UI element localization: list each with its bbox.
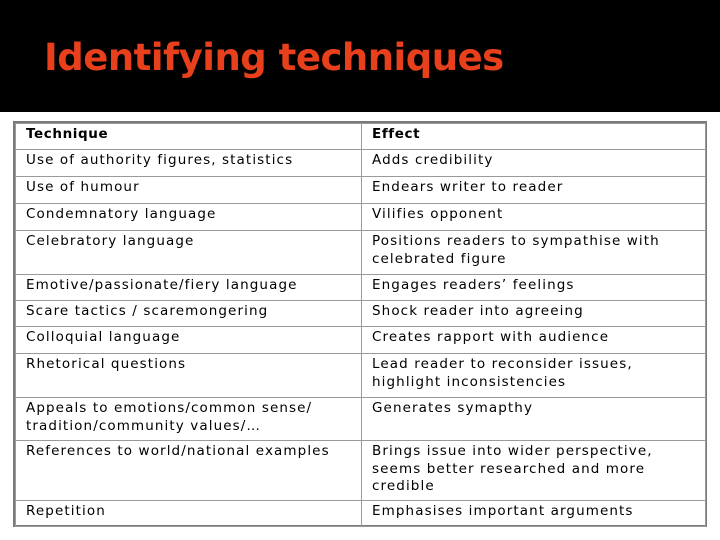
technique-cell: Appeals to emotions/common sense/ tradition/community values/…	[16, 398, 362, 441]
page-title: Identifying techniques	[44, 36, 504, 79]
table-row	[16, 327, 706, 354]
technique-cell: Condemnatory language	[16, 204, 362, 231]
technique-cell: Colloquial language	[16, 327, 362, 354]
title-bar	[0, 0, 720, 112]
table-row	[16, 177, 706, 204]
effect-cell: Vilifies opponent	[362, 204, 706, 231]
table-row	[16, 301, 706, 327]
table-row	[16, 150, 706, 177]
column-header-effect: Effect	[362, 124, 706, 150]
technique-cell: Celebratory language	[16, 231, 362, 275]
table-row	[16, 354, 706, 398]
techniques-table-container	[13, 121, 707, 527]
effect-cell: Engages readers’ feelings	[362, 275, 706, 301]
effect-cell: Positions readers to sympathise with celebrated figure	[362, 231, 706, 275]
technique-cell: Emotive/passionate/fiery language	[16, 275, 362, 301]
technique-cell: Use of authority figures, statistics	[16, 150, 362, 177]
effect-cell: Lead reader to reconsider issues, highlight inconsistencies	[362, 354, 706, 398]
technique-cell: Repetition	[16, 501, 362, 527]
technique-cell: References to world/national examples	[16, 441, 362, 501]
effect-cell: Creates rapport with audience	[362, 327, 706, 354]
techniques-table	[15, 123, 706, 527]
effect-cell: Brings issue into wider perspective, seems better researched and more credible	[362, 441, 706, 501]
column-header-technique: Technique	[16, 124, 362, 150]
table-header-row	[16, 124, 706, 150]
table-row	[16, 441, 706, 501]
technique-cell: Use of humour	[16, 177, 362, 204]
effect-cell: Shock reader into agreeing	[362, 301, 706, 327]
effect-cell: Adds credibility	[362, 150, 706, 177]
table-row	[16, 204, 706, 231]
table-row	[16, 398, 706, 441]
technique-cell: Scare tactics / scaremongering	[16, 301, 362, 327]
effect-cell: Generates symapthy	[362, 398, 706, 441]
table-row	[16, 501, 706, 527]
effect-cell: Emphasises important arguments	[362, 501, 706, 527]
effect-cell: Endears writer to reader	[362, 177, 706, 204]
technique-cell: Rhetorical questions	[16, 354, 362, 398]
table-row	[16, 231, 706, 275]
table-row	[16, 275, 706, 301]
